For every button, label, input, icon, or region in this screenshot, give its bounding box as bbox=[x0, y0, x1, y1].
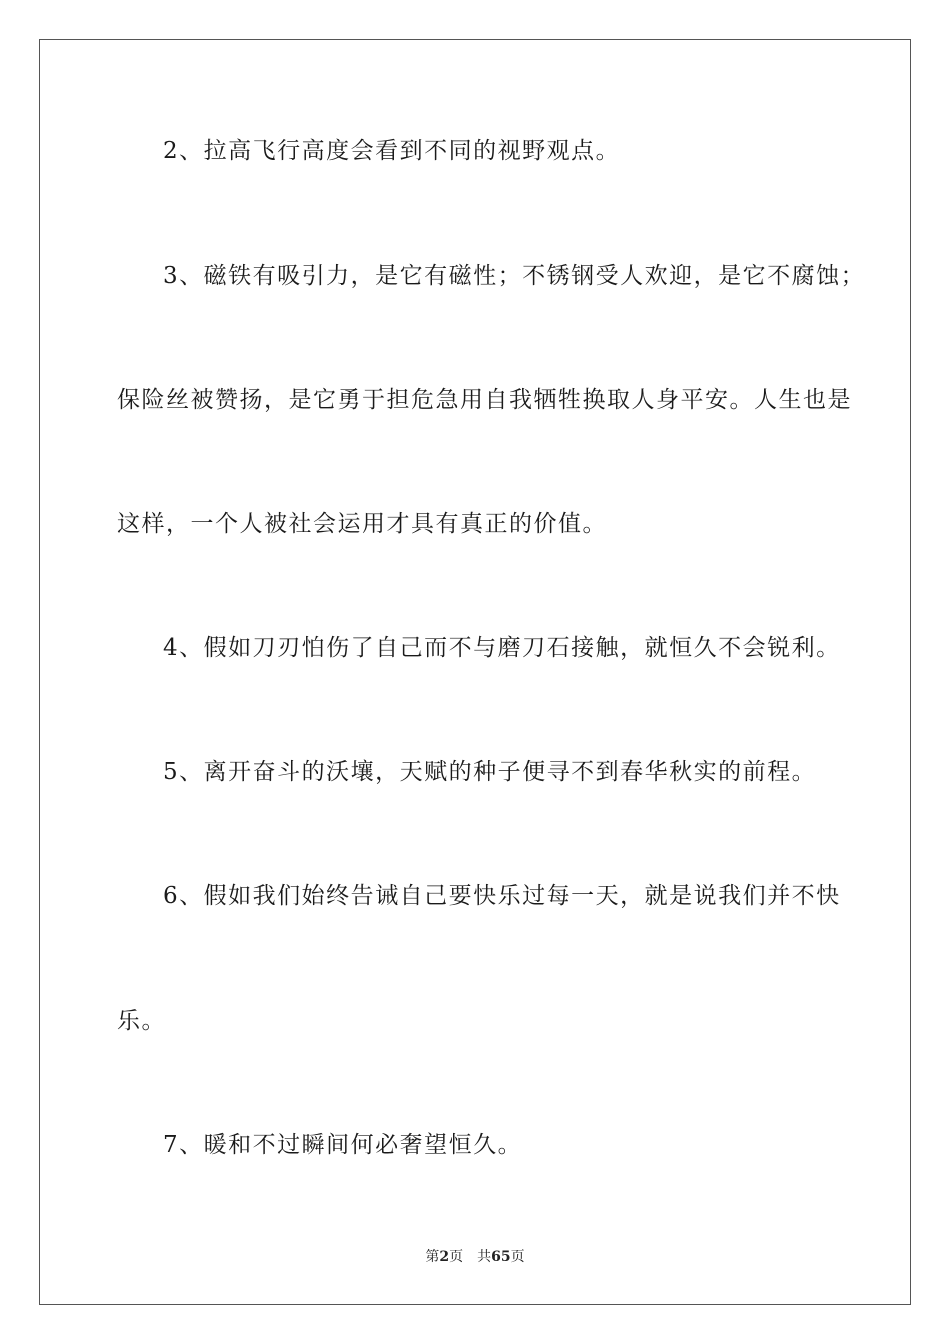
total-suffix: 页 bbox=[510, 1249, 525, 1265]
page-prefix: 第 bbox=[425, 1249, 440, 1265]
paragraph-line: 6、假如我们始终告诫自己要快乐过每一天，就是说我们并不快 bbox=[163, 883, 841, 909]
total-pages: 65 bbox=[491, 1249, 511, 1265]
paragraph-line: 5、离开奋斗的沃壤，天赋的种子便寻不到春华秋实的前程。 bbox=[163, 759, 817, 785]
page-border bbox=[39, 39, 911, 1305]
paragraph-line: 这样，一个人被社会运用才具有真正的价值。 bbox=[117, 511, 607, 537]
paragraph-line: 2、拉高飞行高度会看到不同的视野观点。 bbox=[163, 138, 621, 164]
page-footer bbox=[0, 1248, 950, 1266]
paragraph-line: 7、暖和不过瞬间何必奢望恒久。 bbox=[163, 1132, 523, 1158]
paragraph-line: 3、磁铁有吸引力，是它有磁性；不锈钢受人欢迎，是它不腐蚀； bbox=[163, 263, 866, 289]
paragraph-line: 保险丝被赞扬，是它勇于担危急用自我牺牲换取人身平安。人生也是 bbox=[117, 387, 852, 413]
paragraph-line: 乐。 bbox=[117, 1008, 166, 1034]
total-prefix: 共 bbox=[477, 1249, 492, 1265]
paragraph-line: 4、假如刀刃怕伤了自己而不与磨刀石接触，就恒久不会锐利。 bbox=[163, 635, 841, 661]
page-suffix: 页 bbox=[449, 1249, 464, 1265]
page-number: 2 bbox=[439, 1249, 450, 1265]
